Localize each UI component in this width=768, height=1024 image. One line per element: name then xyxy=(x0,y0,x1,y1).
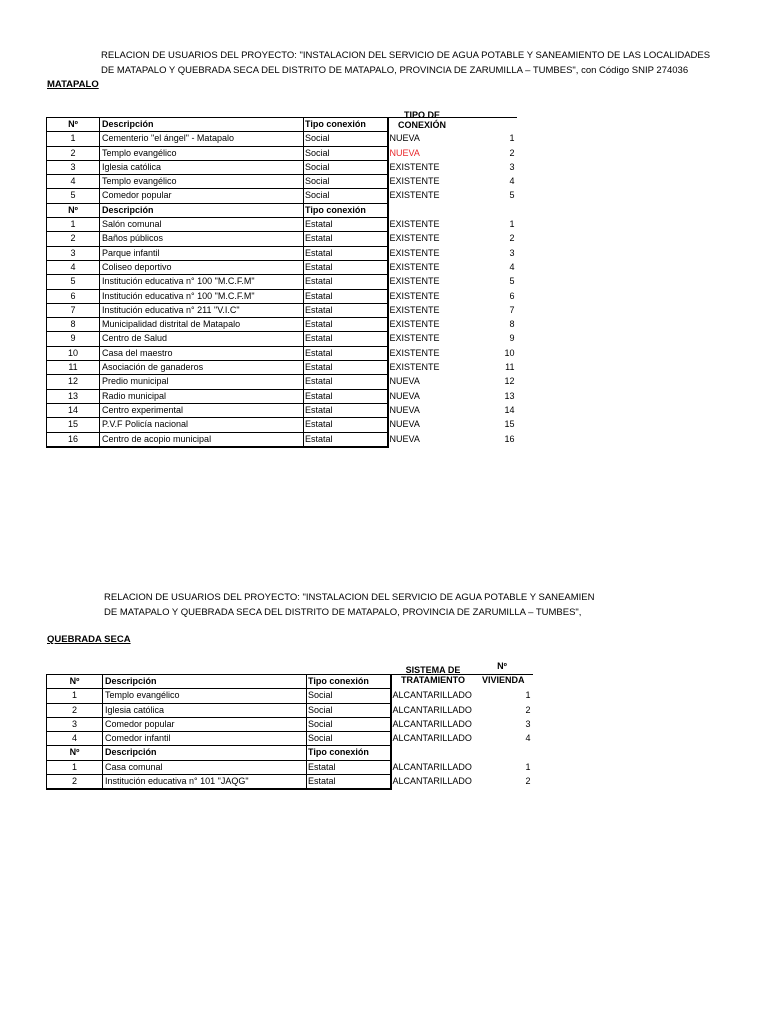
row-tipo-conexion: Social xyxy=(304,132,388,146)
doc1-sub-col-no-header: Nº xyxy=(47,203,100,217)
row-tipo-conexion: Estatal xyxy=(304,218,388,232)
row-count: 16 xyxy=(504,433,515,444)
row-count: 3 xyxy=(509,161,515,172)
row-count: 3 xyxy=(509,247,515,258)
doc2-sistema-header-line1: SISTEMA DE xyxy=(405,665,461,675)
row-conexion-status: EXISTENTE xyxy=(389,290,440,301)
table-row xyxy=(47,775,533,790)
row-number: 5 xyxy=(47,275,100,289)
doc1-col-desc-header: Descripción xyxy=(100,118,304,132)
row-count: 3 xyxy=(525,718,531,729)
row-tipo-conexion: Social xyxy=(304,189,388,203)
row-tipo-conexion: Social xyxy=(307,689,391,703)
row-number: 1 xyxy=(47,689,103,703)
row-conexion-status: NUEVA xyxy=(389,390,420,401)
doc2-sub-col-tipo-header: Tipo conexión xyxy=(307,746,391,760)
row-number: 4 xyxy=(47,732,103,746)
row-number: 9 xyxy=(47,332,100,346)
row-description: Casa comunal xyxy=(103,760,307,774)
row-description: Iglesia católica xyxy=(100,160,304,174)
row-description: Templo evangélico xyxy=(100,175,304,189)
row-description: Templo evangélico xyxy=(103,689,307,703)
row-description: Predio municipal xyxy=(100,375,304,389)
row-tipo-conexion: Estatal xyxy=(304,232,388,246)
row-conexion-status: EXISTENTE xyxy=(389,233,440,244)
table-row xyxy=(47,403,517,417)
row-count: 2 xyxy=(509,233,515,244)
row-conexion-status: EXISTENTE xyxy=(389,319,440,330)
row-number: 13 xyxy=(47,389,100,403)
row-conexion-status: NUEVA xyxy=(389,133,420,144)
row-tipo-conexion: Estatal xyxy=(304,332,388,346)
row-number: 16 xyxy=(47,432,100,447)
doc2-title-line1: RELACION DE USUARIOS DEL PROYECTO: "INSTALACION DEL SERVICIO DE AGUA POTABLE Y SANEAMIEN xyxy=(104,592,595,603)
row-description: Centro de Salud xyxy=(100,332,304,346)
row-conexion-status: EXISTENTE xyxy=(389,362,440,373)
table-row xyxy=(47,189,517,203)
row-number: 3 xyxy=(47,717,103,731)
row-count: 9 xyxy=(509,333,515,344)
row-tipo-conexion: Estatal xyxy=(307,775,391,790)
row-tipo-conexion: Estatal xyxy=(304,361,388,375)
row-sistema: ALCANTARILLADO xyxy=(392,704,472,715)
row-sistema: ALCANTARILLADO xyxy=(392,733,472,744)
row-description: Centro experimental xyxy=(100,403,304,417)
row-number: 1 xyxy=(47,760,103,774)
row-description: Parque infantil xyxy=(100,246,304,260)
row-description: Iglesia católica xyxy=(103,703,307,717)
row-description: Coliseo deportivo xyxy=(100,260,304,274)
row-description: Municipalidad distrital de Matapalo xyxy=(100,318,304,332)
row-conexion-status: NUEVA xyxy=(389,419,420,430)
table-row xyxy=(47,689,533,703)
table-row xyxy=(47,418,517,432)
row-count: 10 xyxy=(504,347,515,358)
table-row xyxy=(47,346,517,360)
table-row xyxy=(47,760,533,774)
table-row xyxy=(47,160,517,174)
row-sistema: ALCANTARILLADO xyxy=(392,690,472,701)
row-number: 8 xyxy=(47,318,100,332)
row-tipo-conexion: Estatal xyxy=(304,346,388,360)
row-number: 4 xyxy=(47,260,100,274)
row-tipo-conexion: Estatal xyxy=(304,275,388,289)
row-number: 4 xyxy=(47,175,100,189)
row-tipo-conexion: Estatal xyxy=(307,760,391,774)
row-count: 6 xyxy=(509,290,515,301)
row-number: 6 xyxy=(47,289,100,303)
row-count: 13 xyxy=(504,390,515,401)
row-number: 11 xyxy=(47,361,100,375)
row-tipo-conexion: Social xyxy=(307,703,391,717)
row-count: 1 xyxy=(525,761,531,772)
row-description: Institución educativa n° 211 "V.I.C" xyxy=(100,303,304,317)
row-number: 5 xyxy=(47,189,100,203)
row-number: 2 xyxy=(47,775,103,790)
row-conexion-status: EXISTENTE xyxy=(389,333,440,344)
row-conexion-status: EXISTENTE xyxy=(389,276,440,287)
doc2-sub-col-desc-header: Descripción xyxy=(103,746,307,760)
row-description: P.V.F Policía nacional xyxy=(100,418,304,432)
row-description: Templo evangélico xyxy=(100,146,304,160)
doc1-sub-col-tipo-header: Tipo conexión xyxy=(304,203,388,217)
table-row xyxy=(47,132,517,146)
row-tipo-conexion: Estatal xyxy=(304,403,388,417)
doc2-subheader-row xyxy=(47,746,533,760)
doc1-users-table xyxy=(46,117,517,448)
row-number: 12 xyxy=(47,375,100,389)
row-count: 1 xyxy=(525,690,531,701)
row-tipo-conexion: Estatal xyxy=(304,246,388,260)
row-tipo-conexion: Estatal xyxy=(304,260,388,274)
doc2-users-table xyxy=(46,674,533,790)
row-number: 2 xyxy=(47,232,100,246)
row-count: 5 xyxy=(509,190,515,201)
row-sistema: ALCANTARILLADO xyxy=(392,761,472,772)
row-description: Salón comunal xyxy=(100,218,304,232)
row-sistema: ALCANTARILLADO xyxy=(392,776,472,787)
row-count: 11 xyxy=(505,362,515,373)
row-description: Institución educativa n° 101 "JAQG" xyxy=(103,775,307,790)
doc2-title-line2: DE MATAPALO Y QUEBRADA SECA DEL DISTRITO DE MATAPALO, PROVINCIA DE ZARUMILLA – TUMBES", xyxy=(104,607,582,618)
row-conexion-status: EXISTENTE xyxy=(389,219,440,230)
row-conexion-status: NUEVA xyxy=(389,404,420,415)
table-row xyxy=(47,275,517,289)
table-row xyxy=(47,332,517,346)
table-row xyxy=(47,318,517,332)
table-row xyxy=(47,246,517,260)
row-number: 10 xyxy=(47,346,100,360)
row-number: 2 xyxy=(47,703,103,717)
table-row xyxy=(47,218,517,232)
row-description: Cementerio "el ángel" - Matapalo xyxy=(100,132,304,146)
row-number: 3 xyxy=(47,246,100,260)
row-conexion-status: EXISTENTE xyxy=(389,176,440,187)
row-conexion-status: NUEVA xyxy=(389,433,420,444)
row-description: Comedor infantil xyxy=(103,732,307,746)
doc2-section-heading: QUEBRADA SECA xyxy=(47,634,131,645)
row-count: 2 xyxy=(509,147,515,158)
row-count: 1 xyxy=(509,133,515,144)
row-description: Baños públicos xyxy=(100,232,304,246)
doc2-vivienda-header-line1: Nº xyxy=(497,661,507,671)
row-conexion-status: NUEVA xyxy=(389,376,420,387)
doc2-sub-col-no-header: Nº xyxy=(47,746,103,760)
row-tipo-conexion: Social xyxy=(304,146,388,160)
doc1-title-line2: DE MATAPALO Y QUEBRADA SECA DEL DISTRITO DE MATAPALO, PROVINCIA DE ZARUMILLA – TUMBES", con Código SNIP 274036 xyxy=(101,65,689,76)
row-count: 1 xyxy=(509,219,515,230)
row-count: 2 xyxy=(525,704,531,715)
row-count: 8 xyxy=(509,319,515,330)
table-row xyxy=(47,432,517,447)
row-number: 7 xyxy=(47,303,100,317)
doc2-header-row xyxy=(47,675,533,689)
row-number: 3 xyxy=(47,160,100,174)
row-conexion-status: NUEVA xyxy=(389,147,420,158)
row-description: Comedor popular xyxy=(103,717,307,731)
table-row xyxy=(47,303,517,317)
row-tipo-conexion: Estatal xyxy=(304,418,388,432)
table-row xyxy=(47,361,517,375)
row-tipo-conexion: Social xyxy=(307,717,391,731)
row-count: 14 xyxy=(504,404,515,415)
doc1-title-line1: RELACION DE USUARIOS DEL PROYECTO: "INSTALACION DEL SERVICIO DE AGUA POTABLE Y SANEAMIENTO DE LAS LOCALIDADES xyxy=(101,50,711,61)
row-tipo-conexion: Estatal xyxy=(304,389,388,403)
row-tipo-conexion: Estatal xyxy=(304,318,388,332)
row-number: 15 xyxy=(47,418,100,432)
row-conexion-status: EXISTENTE xyxy=(389,161,440,172)
row-number: 2 xyxy=(47,146,100,160)
row-tipo-conexion: Estatal xyxy=(304,432,388,447)
table-row xyxy=(47,232,517,246)
row-description: Centro de acopio municipal xyxy=(100,432,304,447)
row-description: Casa del maestro xyxy=(100,346,304,360)
row-count: 4 xyxy=(509,261,515,272)
row-conexion-status: EXISTENTE xyxy=(389,347,440,358)
row-description: Radio municipal xyxy=(100,389,304,403)
row-conexion-status: EXISTENTE xyxy=(389,261,440,272)
doc1-tipo-conexion-header-line1: TIPO DE xyxy=(403,110,440,120)
table-row xyxy=(47,175,517,189)
doc2-col-desc-header: Descripción xyxy=(103,675,307,689)
doc1-header-row xyxy=(47,118,517,132)
doc2-col-tipo-header: Tipo conexión xyxy=(307,675,391,689)
table-row xyxy=(47,375,517,389)
row-count: 4 xyxy=(509,176,515,187)
table-row xyxy=(47,717,533,731)
table-row xyxy=(47,260,517,274)
row-count: 15 xyxy=(504,419,515,430)
row-count: 7 xyxy=(509,304,515,315)
doc2-sistema-header-line2: TRATAMIENTO xyxy=(401,675,465,685)
row-description: Institución educativa n° 100 "M.C.F.M" xyxy=(100,289,304,303)
row-description: Comedor popular xyxy=(100,189,304,203)
row-description: Institución educativa n° 100 "M.C.F.M" xyxy=(100,275,304,289)
doc1-tipo-conexion-header-line2: CONEXIÓN xyxy=(397,120,446,130)
row-conexion-status: EXISTENTE xyxy=(389,304,440,315)
table-row xyxy=(47,289,517,303)
doc1-subheader-row xyxy=(47,203,517,217)
row-tipo-conexion: Estatal xyxy=(304,375,388,389)
row-number: 1 xyxy=(47,132,100,146)
row-count: 2 xyxy=(525,776,531,787)
doc1-col-tipo-header: Tipo conexión xyxy=(304,118,388,132)
row-number: 14 xyxy=(47,403,100,417)
row-tipo-conexion: Social xyxy=(304,175,388,189)
row-tipo-conexion: Social xyxy=(307,732,391,746)
row-number: 1 xyxy=(47,218,100,232)
row-conexion-status: EXISTENTE xyxy=(389,247,440,258)
table-row xyxy=(47,732,533,746)
row-description: Asociación de ganaderos xyxy=(100,361,304,375)
doc2-vivienda-header-line2: VIVIENDA xyxy=(482,675,525,685)
doc1-sub-col-desc-header: Descripción xyxy=(100,203,304,217)
row-count: 5 xyxy=(509,276,515,287)
row-tipo-conexion: Estatal xyxy=(304,289,388,303)
doc1-section-heading: MATAPALO xyxy=(47,79,99,90)
table-row xyxy=(47,389,517,403)
table-row xyxy=(47,146,517,160)
row-count: 4 xyxy=(525,733,531,744)
row-conexion-status: EXISTENTE xyxy=(389,190,440,201)
doc1-col-no-header: Nº xyxy=(47,118,100,132)
doc2-col-no-header: Nº xyxy=(47,675,103,689)
row-count: 12 xyxy=(504,376,515,387)
row-tipo-conexion: Social xyxy=(304,160,388,174)
table-row xyxy=(47,703,533,717)
row-sistema: ALCANTARILLADO xyxy=(392,718,472,729)
row-tipo-conexion: Estatal xyxy=(304,303,388,317)
